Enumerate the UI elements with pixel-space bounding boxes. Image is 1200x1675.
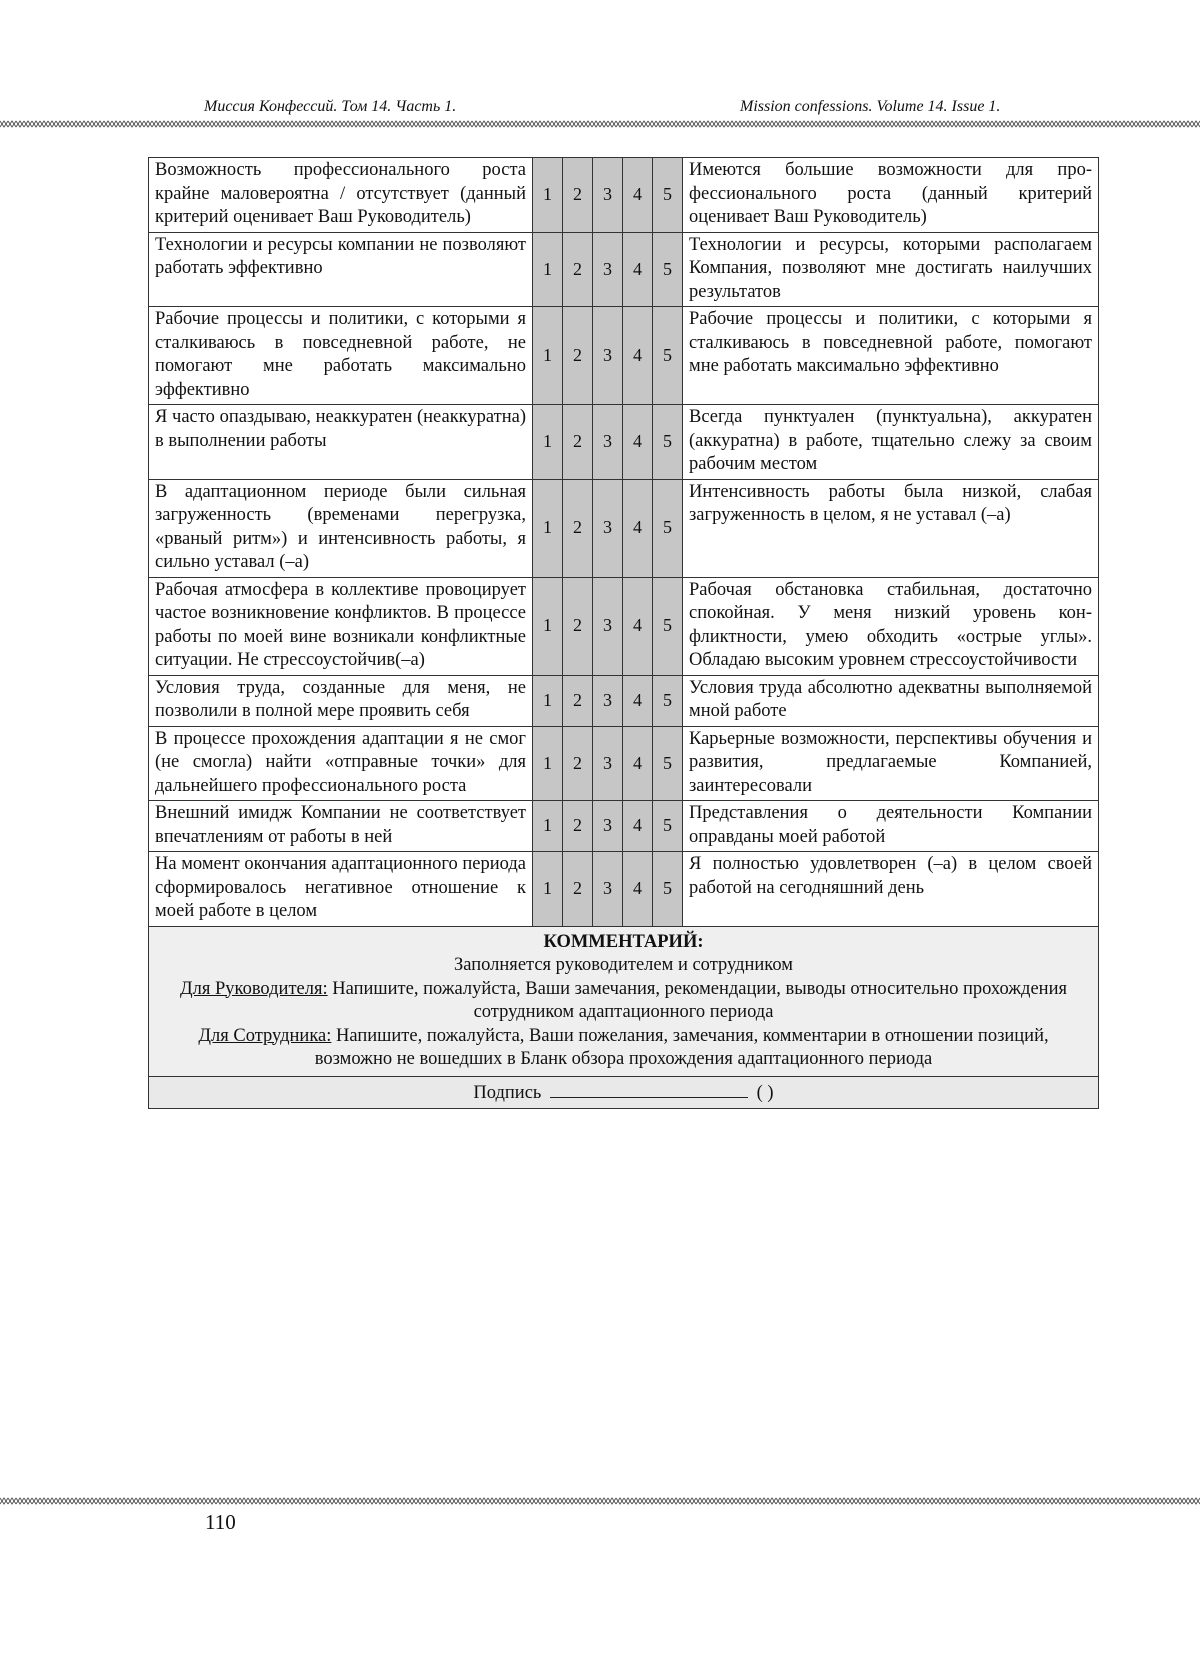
rating-option-5[interactable]: 5 — [653, 405, 683, 480]
manager-label: Для Руководителя: — [180, 978, 328, 999]
rating-option-1[interactable]: 1 — [533, 405, 563, 480]
survey-row — [149, 726, 1099, 801]
survey-row — [149, 577, 1099, 675]
rating-option-4[interactable]: 4 — [623, 726, 653, 801]
rating-option-4[interactable]: 4 — [623, 675, 653, 726]
rating-option-5[interactable]: 5 — [653, 726, 683, 801]
signature-line[interactable] — [550, 1079, 748, 1098]
rating-option-5[interactable]: 5 — [653, 158, 683, 233]
rating-option-1[interactable]: 1 — [533, 675, 563, 726]
rating-option-2[interactable]: 2 — [563, 852, 593, 927]
negative-statement: Рабочая атмосфера в коллективе провоцирует частое возникновение конфликтов. В процессе работы по моей вине возникали конфликтные ситуации. Не стрессоустойчив(–а) — [149, 577, 533, 675]
rating-option-1[interactable]: 1 — [533, 852, 563, 927]
positive-statement: Карьерные возможности, перспективы обучения и развития, предлагаемые Компанией, заинтересовали — [683, 726, 1099, 801]
rating-option-4[interactable]: 4 — [623, 801, 653, 852]
employee-label: Для Сотрудника: — [198, 1025, 332, 1046]
rating-option-3[interactable]: 3 — [593, 405, 623, 480]
rating-option-3[interactable]: 3 — [593, 479, 623, 577]
negative-statement: В процессе прохождения адаптации я не смог (не смогла) найти «отправные точки» для дальнейшего профессионального роста — [149, 726, 533, 801]
rating-option-2[interactable]: 2 — [563, 801, 593, 852]
survey-row — [149, 158, 1099, 233]
rating-option-4[interactable]: 4 — [623, 232, 653, 307]
rating-option-1[interactable]: 1 — [533, 307, 563, 405]
survey-row — [149, 852, 1099, 927]
rating-option-3[interactable]: 3 — [593, 158, 623, 233]
rating-option-5[interactable]: 5 — [653, 675, 683, 726]
survey-row — [149, 307, 1099, 405]
negative-statement: Внешний имидж Компании не соответствует впечатлениям от работы в ней — [149, 801, 533, 852]
positive-statement: Всегда пунктуален (пунктуальна), аккуратен (аккуратна) в работе, тщательно слежу за своим рабочим местом — [683, 405, 1099, 480]
rating-option-4[interactable]: 4 — [623, 852, 653, 927]
negative-statement: Я часто опаздываю, неаккуратен (неаккуратна) в выполнении работы — [149, 405, 533, 480]
positive-statement: Интенсивность работы была низкой, слабая загруженность в целом, я не уставал (–а) — [683, 479, 1099, 577]
adaptation-review-table — [148, 157, 1099, 1109]
comment-employee-instructions — [159, 1025, 1088, 1072]
rating-option-2[interactable]: 2 — [563, 675, 593, 726]
rating-option-3[interactable]: 3 — [593, 577, 623, 675]
header-ornament-rule — [0, 119, 1200, 129]
positive-statement: Имеются большие возможности для профессионального роста (данный критерий оценивает Ваш Руководитель) — [683, 158, 1099, 233]
rating-option-4[interactable]: 4 — [623, 577, 653, 675]
rating-option-2[interactable]: 2 — [563, 232, 593, 307]
rating-option-1[interactable]: 1 — [533, 726, 563, 801]
rating-option-1[interactable]: 1 — [533, 158, 563, 233]
survey-row — [149, 675, 1099, 726]
survey-row — [149, 232, 1099, 307]
rating-option-2[interactable]: 2 — [563, 307, 593, 405]
comment-title: КОММЕНТАРИЙ: — [543, 931, 704, 952]
rating-option-1[interactable]: 1 — [533, 479, 563, 577]
rating-option-5[interactable]: 5 — [653, 852, 683, 927]
rating-option-5[interactable]: 5 — [653, 577, 683, 675]
negative-statement: Рабочие процессы и политики, с которыми я сталкиваюсь в повседневной работе, не помогают мне работать максимально эффективно — [149, 307, 533, 405]
survey-row — [149, 405, 1099, 480]
rating-option-5[interactable]: 5 — [653, 801, 683, 852]
running-header — [0, 96, 1200, 120]
rating-option-3[interactable]: 3 — [593, 675, 623, 726]
manager-text: Напишите, пожалуйста, Ваши замечания, рекомендации, выводы относительно прохождения сотрудником адаптационного периода — [327, 978, 1067, 1022]
header-journal-title-en: Mission confessions. Volume 14. Issue 1. — [740, 98, 1001, 115]
rating-option-4[interactable]: 4 — [623, 158, 653, 233]
positive-statement: Рабочая обстановка стабильная, достаточно спокойная. У меня низкий уровень конфликтности, умею обходить «острые углы». Обладаю высоким уровнем стрессоустойчивости — [683, 577, 1099, 675]
rating-option-5[interactable]: 5 — [653, 232, 683, 307]
comment-subtitle: Заполняется руководителем и сотрудником — [454, 955, 793, 975]
positive-statement: Рабочие процессы и политики, с которыми я сталкиваюсь в повседневной работе, помогают мне работать максимально эффективно — [683, 307, 1099, 405]
rating-option-3[interactable]: 3 — [593, 801, 623, 852]
positive-statement: Я полностью удовлетворен (–а) в целом своей работой на сегодняшний день — [683, 852, 1099, 927]
footer-ornament-rule — [0, 1496, 1200, 1506]
comment-row — [149, 926, 1099, 1076]
positive-statement: Условия труда абсолютно адекватны выполняемой мной работе — [683, 675, 1099, 726]
rating-option-3[interactable]: 3 — [593, 307, 623, 405]
rating-option-5[interactable]: 5 — [653, 479, 683, 577]
rating-option-1[interactable]: 1 — [533, 577, 563, 675]
signature-label: Подпись — [473, 1082, 542, 1103]
page-number: 110 — [205, 1510, 236, 1534]
rating-option-3[interactable]: 3 — [593, 852, 623, 927]
rating-option-5[interactable]: 5 — [653, 307, 683, 405]
negative-statement: На момент окончания адаптационного периода сформировалось негативное отношение к моей работе в целом — [149, 852, 533, 927]
signature-cell — [149, 1076, 1099, 1109]
rating-option-3[interactable]: 3 — [593, 232, 623, 307]
positive-statement: Представления о деятельности Компании оправданы моей работой — [683, 801, 1099, 852]
negative-statement: В адаптационном периоде были сильная загруженность (временами перегрузка, «рваный ритм») и интенсивность работы, я сильно уставал (–а) — [149, 479, 533, 577]
rating-option-2[interactable]: 2 — [563, 577, 593, 675]
negative-statement: Технологии и ресурсы компании не позволяют работать эффективно — [149, 232, 533, 307]
rating-option-2[interactable]: 2 — [563, 405, 593, 480]
comment-cell — [149, 926, 1099, 1076]
positive-statement: Технологии и ресурсы, которыми располагаем Компания, позволяют мне достигать наилучших результатов — [683, 232, 1099, 307]
signature-parens: ( ) — [756, 1082, 774, 1103]
rating-option-2[interactable]: 2 — [563, 479, 593, 577]
negative-statement: Условия труда, созданные для меня, не позволили в полной мере проявить себя — [149, 675, 533, 726]
rating-option-4[interactable]: 4 — [623, 405, 653, 480]
survey-row — [149, 801, 1099, 852]
negative-statement: Возможность профессионального роста крайне маловероятна / отсутствует (данный критерий оценивает Ваш Руководитель) — [149, 158, 533, 233]
rating-option-4[interactable]: 4 — [623, 307, 653, 405]
rating-option-4[interactable]: 4 — [623, 479, 653, 577]
rating-option-1[interactable]: 1 — [533, 232, 563, 307]
rating-option-2[interactable]: 2 — [563, 158, 593, 233]
header-journal-title-ru: Миссия Конфессий. Том 14. Часть 1. — [204, 98, 457, 115]
survey-row — [149, 479, 1099, 577]
rating-option-3[interactable]: 3 — [593, 726, 623, 801]
rating-option-2[interactable]: 2 — [563, 726, 593, 801]
rating-option-1[interactable]: 1 — [533, 801, 563, 852]
employee-text: Напишите, пожалуйста, Ваши пожелания, замечания, комментарии в отношении позиций, возможно не вошедших в Бланк обзора прохождения адаптационного периода — [314, 1025, 1049, 1069]
comment-manager-instructions — [159, 978, 1088, 1025]
signature-row — [149, 1076, 1099, 1109]
